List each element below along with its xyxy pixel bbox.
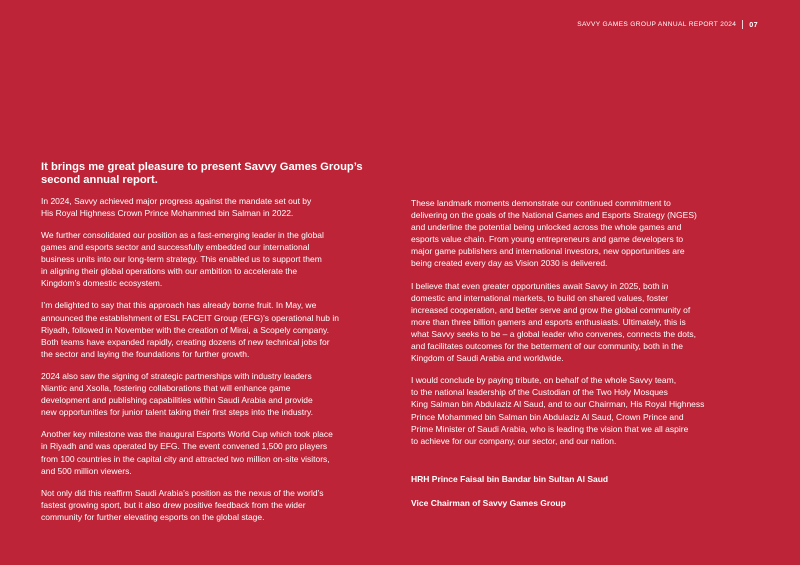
signatory-title: Vice Chairman of Savvy Games Group bbox=[411, 498, 566, 509]
paragraph: I’m delighted to say that this approach has already borne fruit. In May, we announced the establishment of ESL FACEIT Group (EFG)’s operational hub in Riyadh, followed in November with the creation of Mirai, a Scopely company. Both teams have expanded rapidly, creating dozens of new technical jobs for the sector and laying the foundations for further growth. bbox=[41, 300, 339, 359]
right-column bbox=[411, 197, 766, 521]
paragraph: Another key milestone was the inaugural Esports World Cup which took place in Riyadh and was operated by EFG. The event convened 1,500 pro players from 100 countries in the capital city and attracted two million on-site visitors, and 500 million viewers. bbox=[41, 429, 333, 476]
paragraph: 2024 also saw the signing of strategic partnerships with industry leaders Niantic and Xsolla, fostering collaborations that will enhance game development and publishing capabilities within Saudi Arabia and provide new opportunities for junior talent taking their first steps into the industry. bbox=[41, 370, 313, 418]
page-header bbox=[577, 20, 758, 29]
signatory-name: HRH Prince Faisal bin Bandar bin Sultan Al Saud bbox=[411, 473, 609, 484]
page-number: 07 bbox=[749, 20, 758, 29]
report-title: SAVVY GAMES GROUP ANNUAL REPORT 2024 bbox=[577, 21, 737, 28]
paragraph: Not only did this reaffirm Saudi Arabia’s position as the nexus of the world’s fastest growing sport, but it also drew positive feedback from the wider community for further elevating esports on the global stage. bbox=[41, 487, 324, 522]
header-divider bbox=[742, 20, 743, 29]
paragraph: In 2024, Savvy achieved major progress against the mandate set out by His Royal Highness Crown Prince Mohammed bin Salman in 2022. bbox=[41, 195, 312, 218]
paragraph: We further consolidated our position as a fast-emerging leader in the global games and esports sector and successfully embedded our international business units into our long-term strategy. This enabled us to support them in aligning their global operations with our ambition to accelerate the Kingdom’s domestic ecosystem. bbox=[41, 230, 324, 289]
signature-block bbox=[411, 461, 766, 521]
paragraph: I believe that even greater opportunities await Savvy in 2025, both in domestic and international markets, to build on shared values, foster increased cooperation, and better serve and grow the global community of more than three billion gamers and esports enthusiasts. Ultimately, this is what Savvy seeks to be – a global leader who convenes, connects the dots, and facilitates outcomes for the betterment of our community, both in the Kingdom of Saudi Arabia and worldwide. bbox=[411, 280, 696, 364]
paragraph: These landmark moments demonstrate our continued commitment to delivering on the goals of the National Games and Esports Strategy (NGES) and underline the potential being unlocked across the whole games and esports value chain. From young entrepreneurs and game developers to major game publishers and international investors, new opportunities are being created every day as Vision 2030 is delivered. bbox=[411, 198, 697, 269]
paragraph: I would conclude by paying tribute, on behalf of the whole Savvy team, to the national leadership of the Custodian of the Two Holy Mosques King Salman bin Abdulaziz Al Saud, and to our Chairman, His Royal Highness Prince Mohammed bin Salman bin Abdulaziz Al Saud, Crown Prince and Prime Minister of Saudi Arabia, who is leading the vision that we all aspire to achieve for our company, our sector, and our nation. bbox=[411, 375, 705, 446]
lead-heading: It brings me great pleasure to present Savvy Games Group’s second annual report. bbox=[41, 161, 363, 187]
left-column bbox=[41, 161, 386, 533]
